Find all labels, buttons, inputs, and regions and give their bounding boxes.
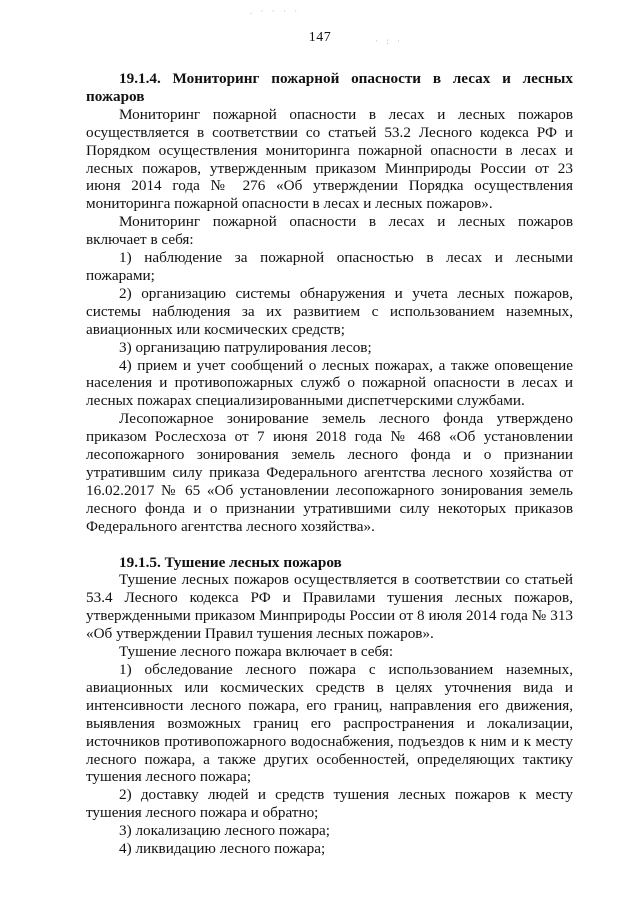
section-heading: 19.1.5. Тушение лесных пожаров xyxy=(119,553,342,571)
list-item: 2) организацию системы обнаружения и учета лесных пожаров, системы наблюдения за их развитием с использованием наземных, авиационных или космических средств; xyxy=(86,284,573,338)
section-gap xyxy=(86,536,573,554)
paragraph: Тушение лесных пожаров осуществляется в соответствии со статьей 53.4 Лесного кодекса РФ и Правилами тушения лесных пожаров, утвержденными приказом Минприроды России от 8 июля 2014 года № 313 «Об утверждении Правил тушения лесных пожаров». xyxy=(86,571,573,643)
scan-artifact: . · · · · xyxy=(250,6,301,16)
scan-artifact: · : · xyxy=(375,36,403,46)
section-heading: 19.1.4. Мониторинг пожарной опасности в лесах и лесных пожаров xyxy=(86,70,573,105)
list-item: 1) наблюдение за пожарной опасностью в лесах и лесными пожарами; xyxy=(86,249,573,284)
paragraph: Тушение лесного пожара включает в себя: xyxy=(119,643,394,661)
paragraph: Лесопожарное зонирование земель лесного фонда утверждено приказом Рослесхоза от 7 июня 2018 года № 468 «Об установлении лесопожарного зонирования земель лесного фонда и о признании утратившим силу приказа Федерального агентства лесного хозяйства от 16.02.2017 № 65 «Об установлении лесопожарного зонирования земель лесного фонда и о признании утратившими силу некоторых приказов Федерального агентства лесного хозяйства». xyxy=(86,410,573,535)
paragraph: Мониторинг пожарной опасности в лесах и лесных пожаров включает в себя: xyxy=(86,213,573,249)
page-number: 147 xyxy=(308,30,332,45)
list-item: 1) обследование лесного пожара с использованием наземных, авиационных или космических средств в целях уточнения вида и интенсивности лесного пожара, его границ, направления его движения, выявления возможных границ его распространения и локализации, источников противопожарного водоснабжения, подъездов к ним и к месту лесного пожара, а также других особенностей, определяющих тактику тушения лесного пожара; xyxy=(86,661,573,786)
list-item: 3) организацию патрулирования лесов; xyxy=(119,338,372,356)
list-item: 3) локализацию лесного пожара; xyxy=(119,822,331,840)
paragraph: Мониторинг пожарной опасности в лесах и лесных пожаров осуществляется в соответствии со статьей 53.2 Лесного кодекса РФ и Порядком осуществления мониторинга пожарной опасности в лесах и лесных пожаров, утвержденным приказом Минприроды России от 23 июня 2014 года № 276 «Об утверждении Порядка осуществления мониторинга пожарной опасности в лесах и лесных пожаров». xyxy=(86,105,573,213)
document-body xyxy=(86,70,573,858)
list-item: 2) доставку людей и средств тушения лесных пожаров к месту тушения лесного пожара и обратно; xyxy=(86,786,573,822)
list-item: 4) ликвидацию лесного пожара; xyxy=(119,840,326,858)
list-item: 4) прием и учет сообщений о лесных пожарах, а также оповещение населения и противопожарных служб о пожарной опасности в лесах и лесных пожарах специализированными диспетчерскими службами. xyxy=(86,356,573,410)
